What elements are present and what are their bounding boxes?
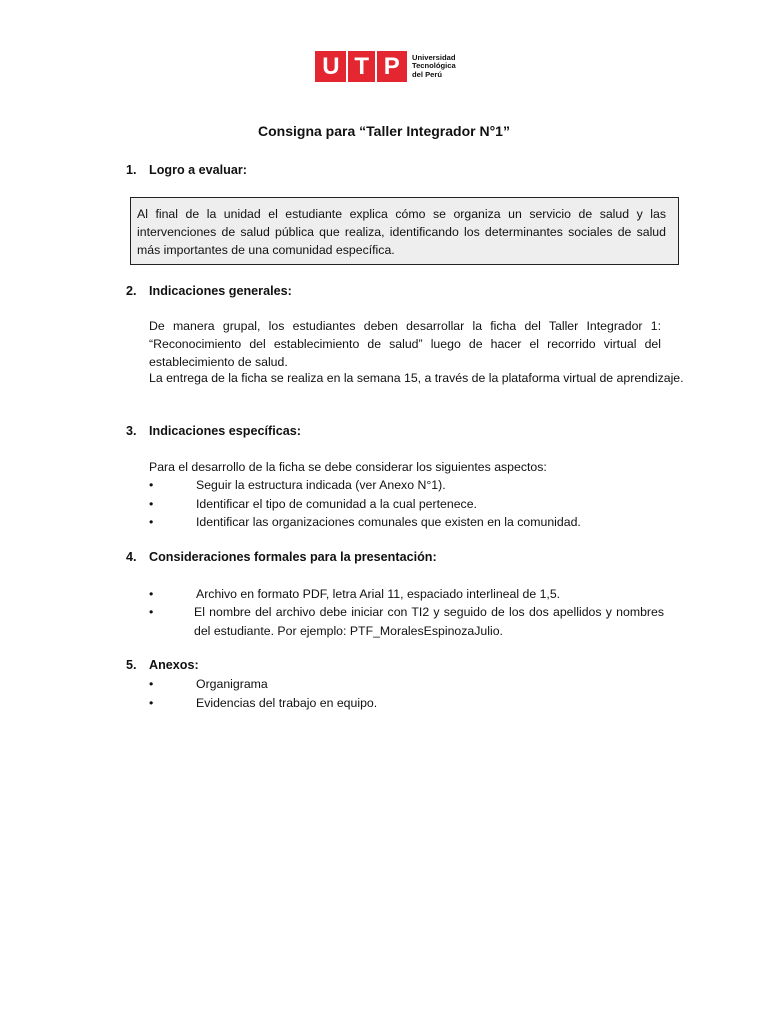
list-item: • Evidencias del trabajo en equipo.	[149, 694, 669, 713]
general-paragraph-2: La entrega de la ficha se realiza en la semana 15, a través de la plataforma virtual de aprendizaje.	[149, 371, 684, 385]
section-number: 5.	[126, 658, 137, 672]
section-2-heading	[126, 284, 292, 298]
section-4-heading	[126, 550, 437, 564]
list-item: • Organigrama	[149, 675, 669, 694]
section-1-heading	[126, 163, 247, 177]
bullet-icon: •	[149, 515, 154, 529]
section-title: Indicaciones generales:	[149, 284, 292, 298]
logo-letter-t: T	[354, 52, 369, 80]
logo-wordmark	[412, 54, 456, 79]
logo-separator	[375, 51, 377, 82]
section-number: 4.	[126, 550, 137, 564]
specific-intro: Para el desarrollo de la ficha se debe considerar los siguientes aspectos:	[149, 460, 547, 474]
general-paragraph-1: De manera grupal, los estudiantes deben desarrollar la ficha del Taller Integrador 1: “Reconocimiento del establecimiento de salud” luego de hacer el recorrido virtual del establecimiento de salud.	[149, 319, 661, 369]
logo-line-2: Tecnológica	[412, 61, 456, 71]
list-item: • Archivo en formato PDF, letra Arial 11, espaciado interlineal de 1,5.	[149, 585, 669, 604]
list-item: • Seguir la estructura indicada (ver Anexo N°1).	[149, 476, 669, 495]
bullet-icon: •	[149, 587, 154, 601]
section-title: Logro a evaluar:	[149, 163, 247, 177]
bullet-icon: •	[149, 497, 154, 511]
utp-logo	[315, 51, 456, 82]
document-title: Consigna para “Taller Integrador N°1”	[258, 123, 510, 139]
list-item: • Identificar las organizaciones comunales que existen en la comunidad.	[149, 513, 669, 532]
logo-letter-u: U	[322, 52, 340, 80]
section-title: Consideraciones formales para la presentación:	[149, 550, 437, 564]
logo-letter-p: P	[383, 52, 400, 80]
section-number: 1.	[126, 163, 137, 177]
list-item: • El nombre del archivo debe iniciar con TI2 y seguido de los dos apellidos y nombres del estudiante. Por ejemplo: PTF_MoralesEspinozaJulio.	[149, 603, 664, 640]
goal-box: Al final de la unidad el estudiante explica cómo se organiza un servicio de salud y las intervenciones de salud pública que realiza, identificando los determinantes sociales de salud más importantes de una comunidad específica.	[130, 197, 679, 265]
bullet-icon: •	[149, 478, 154, 492]
section-5-heading	[126, 658, 199, 672]
bullet-icon: •	[149, 605, 154, 619]
logo-line-3: del Perú	[412, 69, 442, 79]
list-item: • Identificar el tipo de comunidad a la cual pertenece.	[149, 495, 669, 514]
section-number: 3.	[126, 424, 137, 438]
section-title: Anexos:	[149, 658, 199, 672]
bullet-icon: •	[149, 696, 154, 710]
section-number: 2.	[126, 284, 137, 298]
bullet-icon: •	[149, 677, 154, 691]
logo-line-1: Universidad	[412, 52, 456, 62]
logo-separator	[346, 51, 348, 82]
logo-badge	[315, 51, 407, 82]
section-3-heading	[126, 424, 301, 438]
section-title: Indicaciones específicas:	[149, 424, 301, 438]
